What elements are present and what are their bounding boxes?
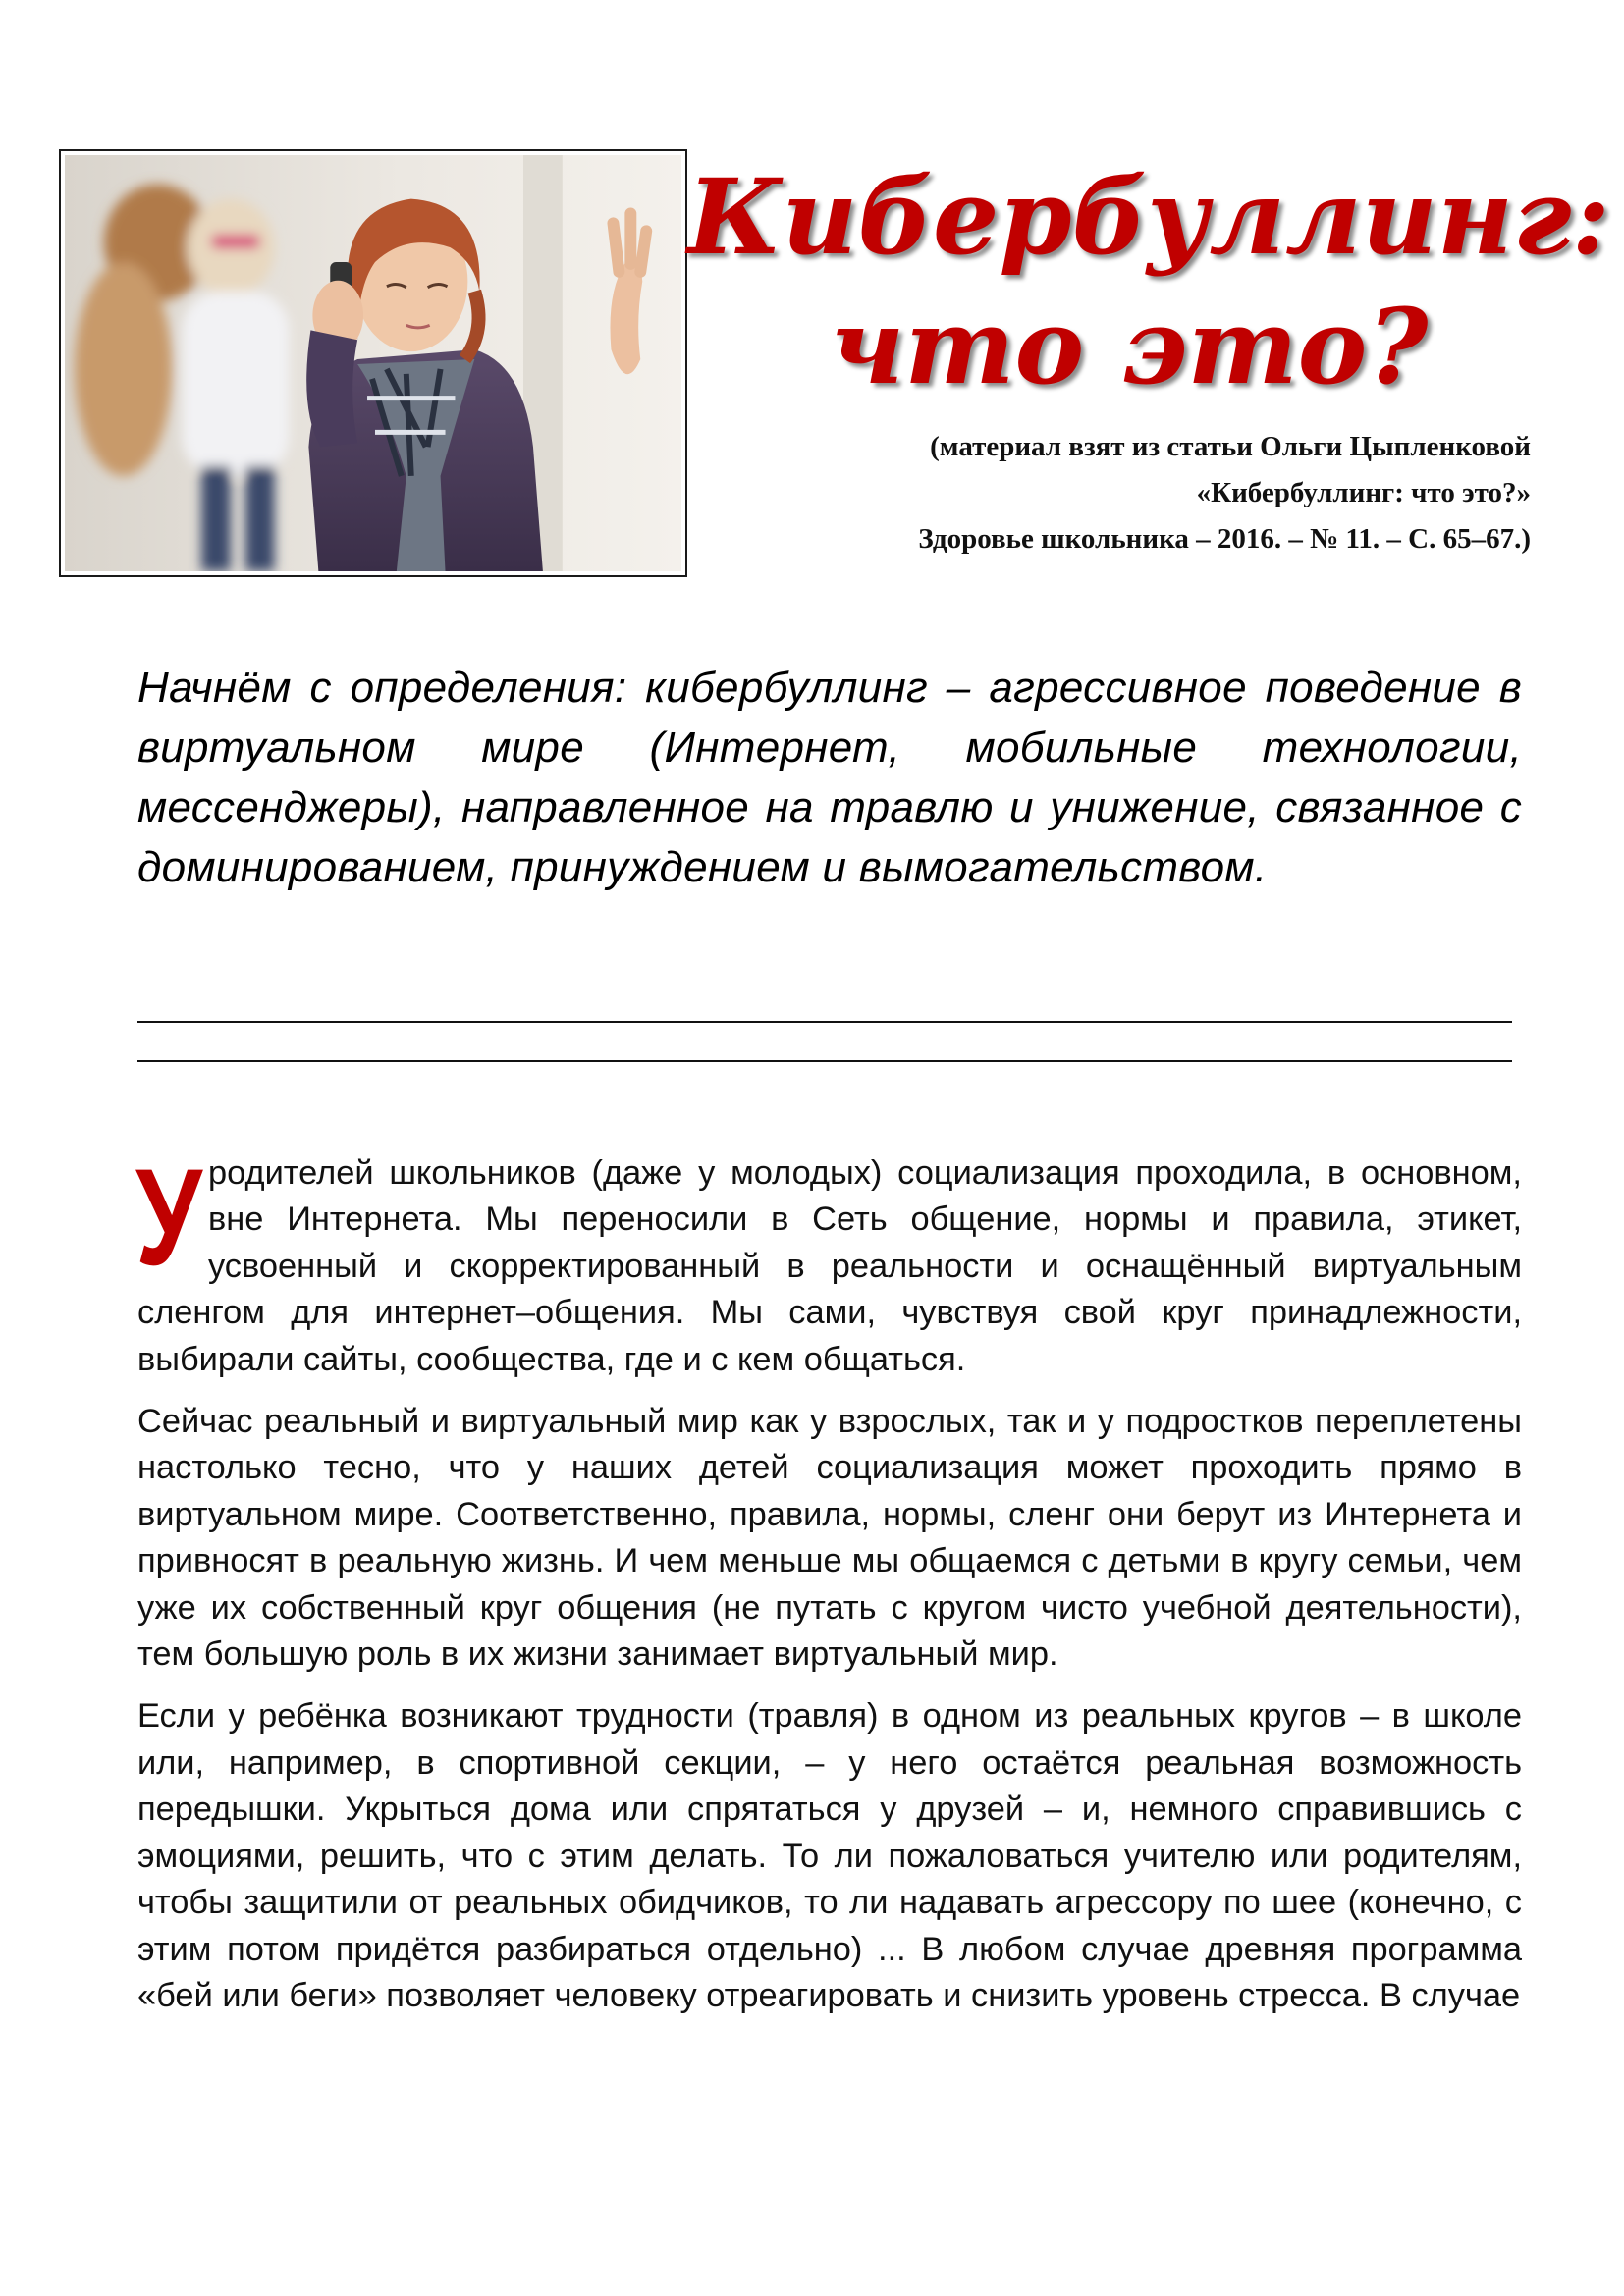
article-paragraph-1 bbox=[135, 1140, 1522, 1383]
definition-text: Начнём с определения: кибербуллинг – агрессивное поведение в виртуальном мире (Интернет, мобильные технологии, мессенджеры), направленное на травлю и унижение, связанное с доминированием, принуждением и вымогательством. bbox=[137, 664, 1522, 891]
article-paragraph-2: Сейчас реальный и виртуальный мир как у взрослых, так и у подростков переплетены настолько тесно, что у наших детей социализация может проходить прямо в виртуальном мире. Соответственно, правила, нормы, сленг они берут из Интернета и привносят в реальную жизнь. И чем меньше мы общаемся с детьми в кругу семьи, чем уже их собственный круг общения (не путать с кругом чисто учебной деятельности), тем большую роль в их жизни занимает виртуальный мир. bbox=[137, 1403, 1522, 1674]
paragraph-1-text: родителей школьников (даже у молодых) социализация проходила, в основном, вне Интернета. Мы переносили в Сеть общение, нормы и правила, этикет, усвоенный и скорректированный в реальности и оснащённый виртуальным сленгом для интернет–общения. Мы сами, чувствуя свой круг принадлежности, выбирали сайты, сообщества, где и с кем общаться. bbox=[137, 1154, 1522, 1378]
article-body bbox=[135, 1140, 1522, 2035]
page-title bbox=[687, 152, 1610, 411]
drop-cap: У bbox=[135, 1140, 202, 1294]
article-paragraph-3: Если у ребёнка возникают трудности (травля) в одном из реальных кругов – в школе или, например, в спортивной секции, – у него остаётся реальная возможность передышки. Укрыться дома или спрятаться у друзей – и, немного справившись с эмоциями, решить, что с этим делать. То ли пожаловаться учителю или родителям, чтобы защитили от реальных обидчиков, то ли надавать агрессору по шее (конечно, с этим потом придётся разбираться отдельно) ... В любом случае древняя программа «бей или беги» позволяет человеку отреагировать и снизить уровень стресса. В случае bbox=[137, 1697, 1522, 2014]
source-citation bbox=[726, 424, 1531, 562]
article-photo bbox=[59, 149, 687, 577]
title-line-2: что это? bbox=[830, 285, 1429, 407]
title-line-1: Кибербуллинг: bbox=[687, 155, 1610, 278]
source-line-1: (материал взят из статьи Ольги Цыпленковой bbox=[930, 431, 1531, 462]
answer-line-1 bbox=[137, 1021, 1512, 1023]
girl-with-phone-illustration bbox=[65, 155, 681, 571]
answer-line-2 bbox=[137, 1060, 1512, 1062]
source-line-3: Здоровье школьника – 2016. – № 11. – С. 65–67.) bbox=[918, 523, 1531, 555]
source-line-2: «Кибербуллинг: что это?» bbox=[1196, 477, 1531, 508]
